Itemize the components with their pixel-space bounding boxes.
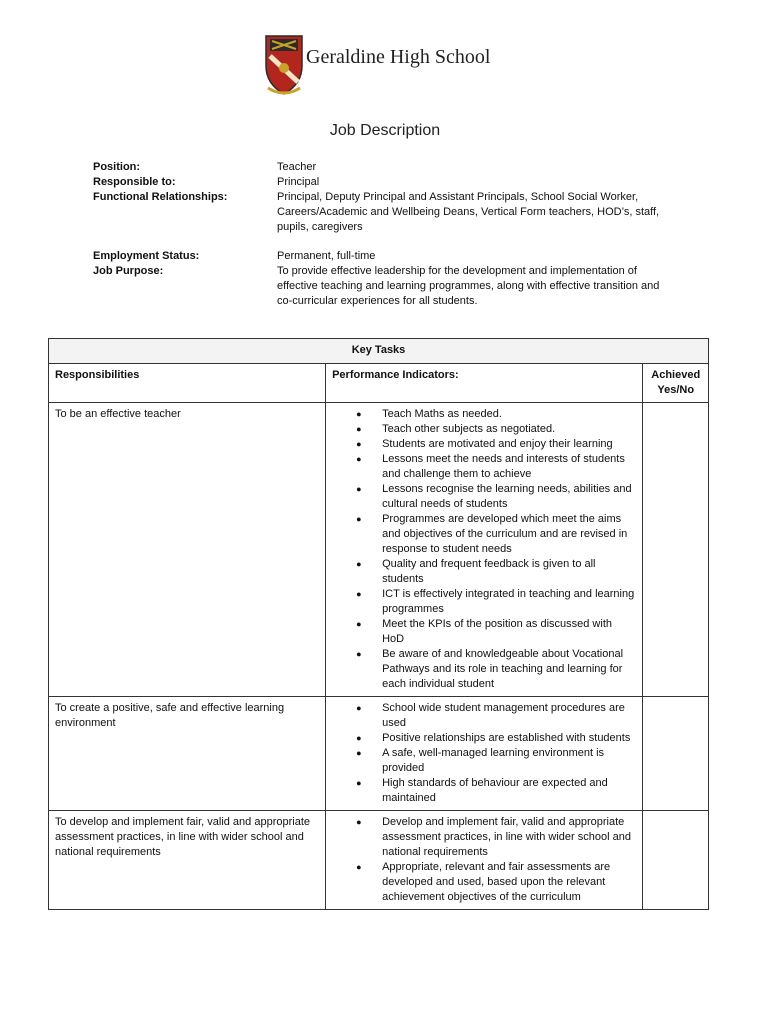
list-item: ● ICT is effectively integrated in teaching and learning programmes [356, 587, 636, 617]
list-item: ● Appropriate, relevant and fair assessments are developed and used, based upon the relevant achievement objectives of the curriculum [356, 860, 636, 905]
list-item: ● Develop and implement fair, valid and appropriate assessment practices, in line with wider school and national requirements [356, 815, 636, 860]
column-header-performance-indicators: Performance Indicators: [326, 364, 643, 403]
responsibility-cell: To create a positive, safe and effective learning environment [49, 697, 326, 811]
field-label: Job Purpose: [93, 265, 164, 277]
table-title-row [49, 339, 709, 364]
field-value: Permanent, full-time [277, 250, 376, 262]
indicators-cell [326, 811, 643, 910]
indicators-cell [326, 697, 643, 811]
table-row [49, 403, 709, 697]
list-item: ● School wide student management procedures are used [356, 701, 636, 731]
field-label: Functional Relationships: [93, 191, 228, 203]
table-header-row [49, 364, 709, 403]
table-title: Key Tasks [49, 339, 709, 364]
page-header [0, 30, 770, 100]
achieved-cell[interactable] [643, 811, 709, 910]
field-label: Position: [93, 161, 141, 173]
list-item: ● High standards of behaviour are expected and maintained [356, 776, 636, 806]
list-item: ● Meet the KPIs of the position as discussed with HoD [356, 617, 636, 647]
list-item: ● Programmes are developed which meet the aims and objectives of the curriculum and are revised in response to student needs [356, 512, 636, 557]
table-row [49, 811, 709, 910]
key-tasks-table [48, 338, 709, 910]
achieved-cell[interactable] [643, 697, 709, 811]
responsibility-cell: To develop and implement fair, valid and appropriate assessment practices, in line with wider school and national requirements [49, 811, 326, 910]
field-value: Principal, Deputy Principal and Assistant Principals, School Social Worker, Careers/Academic and Wellbeing Deans, Vertical Form teachers, HOD’s, staff, pupils, caregivers [277, 191, 660, 233]
list-item: ● Positive relationships are established with students [356, 731, 636, 746]
list-item: ● A safe, well-managed learning environment is provided [356, 746, 636, 776]
column-header-responsibilities: Responsibilities [49, 364, 326, 403]
field-label: Employment Status: [93, 250, 200, 262]
indicator-list [332, 407, 636, 692]
list-item: ● Lessons meet the needs and interests of students and challenge them to achieve [356, 452, 636, 482]
school-name: Geraldine High School [306, 46, 491, 68]
table-row [49, 697, 709, 811]
list-item: ● Teach other subjects as negotiated. [356, 422, 636, 437]
responsibility-cell: To be an effective teacher [49, 403, 326, 697]
achieved-cell[interactable] [643, 403, 709, 697]
field-value: Principal [277, 176, 320, 188]
indicator-list [332, 815, 636, 905]
column-header-achieved: Achieved Yes/No [643, 364, 709, 403]
list-item: ● Lessons recognise the learning needs, abilities and cultural needs of students [356, 482, 636, 512]
list-item: ● Students are motivated and enjoy their learning [356, 437, 636, 452]
list-item: ● Be aware of and knowledgeable about Vocational Pathways and its role in teaching and learning for each individual student [356, 647, 636, 692]
school-crest-icon [264, 32, 304, 96]
document-title: Job Description [329, 122, 441, 139]
list-item: ● Quality and frequent feedback is given to all students [356, 557, 636, 587]
table-body [49, 403, 709, 910]
field-label: Responsible to: [93, 176, 176, 188]
field-value: Teacher [277, 161, 317, 173]
indicators-cell [326, 403, 643, 697]
field-value: To provide effective leadership for the development and implementation of effective teaching and learning programmes, along with effective transition and co-curricular experiences for all students. [277, 265, 660, 307]
indicator-list [332, 701, 636, 806]
list-item: ● Teach Maths as needed. [356, 407, 636, 422]
